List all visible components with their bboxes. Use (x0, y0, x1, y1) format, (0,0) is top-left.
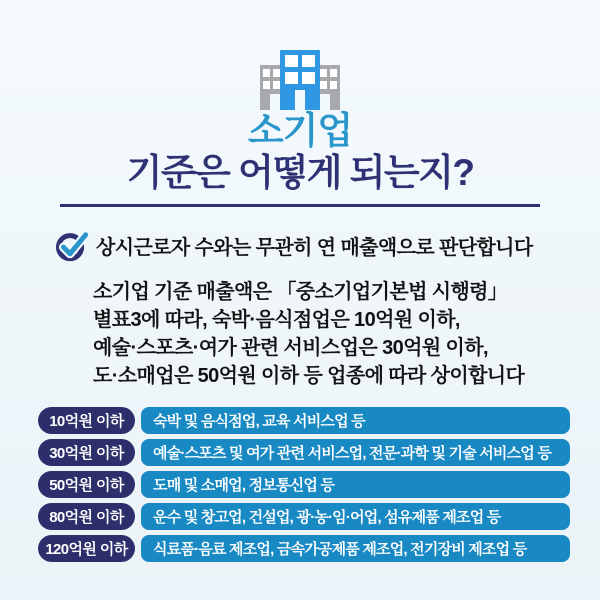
page-title: 소기업 (247, 110, 353, 151)
table-row (38, 535, 570, 562)
industries-bar: 예술·스포츠 및 여가 관련 서비스업, 전문·과학 및 기술 서비스업 등 (141, 439, 570, 466)
table-row (38, 407, 570, 434)
table-row (38, 503, 570, 530)
check-statement: 상시근로자 수와는 무관히 연 매출액으로 판단합니다 (96, 237, 533, 259)
limit-pill: 30억원 이하 (38, 439, 135, 466)
table-row (38, 439, 570, 466)
limit-pill: 120억원 이하 (38, 535, 135, 562)
industries-bar: 식료품·음료 제조업, 금속가공제품 제조업, 전기장비 제조업 등 (141, 535, 570, 562)
building-icon (260, 46, 340, 110)
limit-pill: 50억원 이하 (38, 471, 135, 498)
revenue-table (38, 407, 570, 567)
page-subtitle: 기준은 어떻게 되는지? (126, 152, 474, 193)
industries-bar: 운수 및 창고업, 건설업, 광·농·임·어업, 섬유제품 제조업 등 (141, 503, 570, 530)
limit-pill: 80억원 이하 (38, 503, 135, 530)
industries-bar: 숙박 및 음식점업, 교육 서비스업 등 (141, 407, 570, 434)
divider (60, 204, 540, 207)
check-statement-row (56, 229, 566, 262)
paragraph-line: 도·소매업은 50억원 이하 등 업종에 따라 상이합니다 (93, 365, 525, 387)
table-row (38, 471, 570, 498)
paragraph-line: 별표3에 따라, 숙박·음식점업은 10억원 이하, (93, 309, 460, 331)
limit-pill: 10억원 이하 (38, 407, 135, 434)
criteria-paragraph (93, 278, 573, 390)
paragraph-line: 소기업 기준 매출액은 「중소기업기본법 시행령」 (93, 281, 508, 303)
paragraph-line: 예술·스포츠·여가 관련 서비스업은 30억원 이하, (93, 337, 488, 359)
industries-bar: 도매 및 소매업, 정보통신업 등 (141, 471, 570, 498)
check-circle-icon (56, 229, 89, 262)
